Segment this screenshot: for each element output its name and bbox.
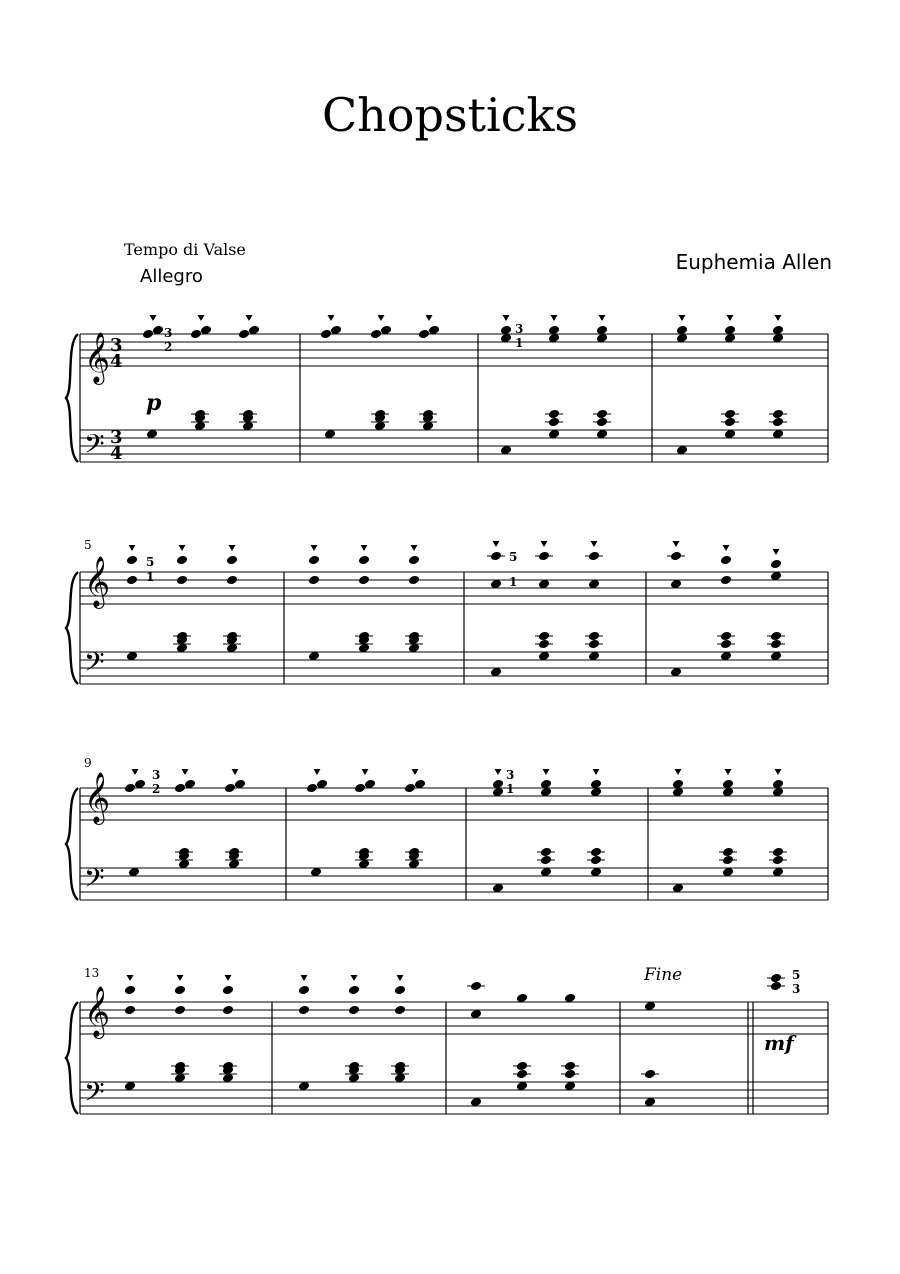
svg-text:𝄢: 𝄢 bbox=[84, 1076, 105, 1114]
note-head bbox=[224, 783, 236, 794]
note-head bbox=[226, 575, 238, 586]
note-head bbox=[126, 555, 138, 566]
fingering-top: 5 bbox=[509, 550, 518, 564]
composer-name: Euphemia Allen bbox=[675, 250, 832, 274]
fingering-bottom: 1 bbox=[515, 336, 524, 350]
svg-text:𝄞: 𝄞 bbox=[84, 556, 111, 607]
staccatissimo-icon bbox=[675, 769, 682, 775]
staccatissimo-icon bbox=[198, 315, 205, 321]
staccatissimo-icon bbox=[543, 769, 550, 775]
staccatissimo-icon bbox=[775, 769, 782, 775]
fingering-top: 3 bbox=[506, 768, 515, 782]
staccatissimo-icon bbox=[599, 315, 606, 321]
fingering-top: 5 bbox=[146, 555, 155, 569]
staccatissimo-icon bbox=[225, 975, 232, 981]
time-signature bbox=[110, 335, 123, 464]
note-head bbox=[298, 985, 310, 996]
staccatissimo-icon bbox=[412, 769, 419, 775]
score-systems bbox=[66, 334, 828, 1114]
dynamic-p: p bbox=[146, 390, 162, 416]
notes-layer bbox=[124, 315, 787, 1107]
bass-clef-icon bbox=[84, 862, 105, 900]
staccatissimo-icon bbox=[541, 541, 548, 547]
note-head bbox=[222, 985, 234, 996]
brace-icon bbox=[66, 572, 78, 684]
measure-number-13: 13 bbox=[84, 966, 100, 980]
staccatissimo-icon bbox=[593, 769, 600, 775]
tempo-text: Tempo di Valse bbox=[124, 240, 246, 259]
staccatissimo-icon bbox=[493, 541, 500, 547]
fingering-bottom: 2 bbox=[152, 782, 161, 796]
time-sig-bottom-bass: 4 bbox=[110, 443, 123, 464]
treble-clef-icon bbox=[84, 332, 110, 385]
staccatissimo-icon bbox=[229, 545, 236, 551]
note-head bbox=[238, 329, 250, 340]
staccatissimo-icon bbox=[727, 315, 734, 321]
staccatissimo-icon bbox=[591, 541, 598, 547]
staccatissimo-icon bbox=[679, 315, 686, 321]
note-head bbox=[720, 555, 732, 566]
note-head bbox=[358, 555, 370, 566]
svg-text:𝄢: 𝄢 bbox=[84, 428, 105, 466]
note-head bbox=[174, 783, 186, 794]
treble-clef-icon bbox=[84, 772, 110, 825]
staccatissimo-icon bbox=[127, 975, 134, 981]
note-head bbox=[394, 1005, 406, 1016]
note-head bbox=[174, 1005, 186, 1016]
note-head bbox=[408, 555, 420, 566]
svg-text:𝄞: 𝄞 bbox=[84, 986, 111, 1037]
note-head bbox=[306, 783, 318, 794]
note-head bbox=[226, 555, 238, 566]
staccatissimo-icon bbox=[311, 545, 318, 551]
fingering-bottom: 2 bbox=[164, 340, 173, 354]
note-head bbox=[370, 329, 382, 340]
time-sig-top-bass: 3 bbox=[110, 427, 123, 448]
staccatissimo-icon bbox=[301, 975, 308, 981]
note-head bbox=[190, 329, 202, 340]
svg-text:𝄢: 𝄢 bbox=[84, 862, 105, 900]
note-head bbox=[124, 985, 136, 996]
fine-marking: Fine bbox=[644, 965, 683, 985]
note-head bbox=[408, 575, 420, 586]
staccatissimo-icon bbox=[129, 545, 136, 551]
note-head bbox=[176, 575, 188, 586]
staccatissimo-icon bbox=[411, 545, 418, 551]
note-head bbox=[418, 329, 430, 340]
note-head bbox=[298, 1005, 310, 1016]
staccatissimo-icon bbox=[246, 315, 253, 321]
bass-clef-icon bbox=[84, 428, 105, 466]
measure-number-5: 5 bbox=[84, 538, 92, 552]
staccatissimo-icon bbox=[351, 975, 358, 981]
fingering-top: 3 bbox=[152, 768, 161, 782]
note-head bbox=[320, 329, 332, 340]
note-head bbox=[354, 783, 366, 794]
note-head bbox=[176, 555, 188, 566]
staccatissimo-icon bbox=[182, 769, 189, 775]
note-head bbox=[174, 985, 186, 996]
fingering-top: 5 bbox=[792, 968, 801, 982]
staccatissimo-icon bbox=[775, 315, 782, 321]
bass-clef-icon bbox=[84, 1076, 105, 1114]
staccatissimo-icon bbox=[723, 545, 730, 551]
staccatissimo-icon bbox=[503, 315, 510, 321]
note-head bbox=[720, 575, 732, 586]
staccatissimo-icon bbox=[378, 315, 385, 321]
staccatissimo-icon bbox=[426, 315, 433, 321]
brace-icon bbox=[66, 788, 78, 900]
treble-clef-icon bbox=[84, 986, 110, 1039]
fingering-top: 3 bbox=[164, 326, 173, 340]
staccatissimo-icon bbox=[725, 769, 732, 775]
note-head bbox=[358, 575, 370, 586]
fingering-bottom: 3 bbox=[792, 982, 801, 996]
note-head bbox=[126, 575, 138, 586]
staccatissimo-icon bbox=[361, 545, 368, 551]
time-sig-top-treble: 3 bbox=[110, 335, 123, 356]
brace-icon bbox=[66, 334, 78, 462]
svg-text:𝄞: 𝄞 bbox=[84, 332, 111, 383]
note-head bbox=[394, 985, 406, 996]
note-head bbox=[348, 1005, 360, 1016]
time-sig-bottom-treble: 4 bbox=[110, 351, 123, 372]
svg-text:𝄢: 𝄢 bbox=[84, 646, 105, 684]
tempo-marking: Allegro bbox=[140, 266, 203, 287]
piece-title: Chopsticks bbox=[321, 88, 578, 142]
fingering-bottom: 1 bbox=[509, 575, 518, 589]
dynamic-mf: mf bbox=[764, 1031, 794, 1055]
staccatissimo-icon bbox=[328, 315, 335, 321]
staccatissimo-icon bbox=[551, 315, 558, 321]
fingering-top: 3 bbox=[515, 322, 524, 336]
staccatissimo-icon bbox=[397, 975, 404, 981]
brace-icon bbox=[66, 1002, 78, 1114]
note-head bbox=[404, 783, 416, 794]
measure-number-9: 9 bbox=[84, 756, 92, 770]
note-head bbox=[308, 555, 320, 566]
staccatissimo-icon bbox=[495, 769, 502, 775]
svg-text:𝄞: 𝄞 bbox=[84, 772, 111, 823]
staccatissimo-icon bbox=[362, 769, 369, 775]
treble-clef-icon bbox=[84, 556, 110, 609]
note-head bbox=[124, 783, 136, 794]
staccatissimo-icon bbox=[179, 545, 186, 551]
staccatissimo-icon bbox=[314, 769, 321, 775]
note-head bbox=[124, 1005, 136, 1016]
fingering-bottom: 1 bbox=[146, 570, 155, 584]
staccatissimo-icon bbox=[232, 769, 239, 775]
note-head bbox=[770, 559, 782, 570]
note-head bbox=[142, 329, 154, 340]
note-head bbox=[348, 985, 360, 996]
staccatissimo-icon bbox=[132, 769, 139, 775]
bass-clef-icon bbox=[84, 646, 105, 684]
note-head bbox=[222, 1005, 234, 1016]
staccatissimo-icon bbox=[673, 541, 680, 547]
fingering-bottom: 1 bbox=[506, 782, 515, 796]
note-head bbox=[308, 575, 320, 586]
staccatissimo-icon bbox=[773, 549, 780, 555]
staccatissimo-icon bbox=[150, 315, 157, 321]
staccatissimo-icon bbox=[177, 975, 184, 981]
